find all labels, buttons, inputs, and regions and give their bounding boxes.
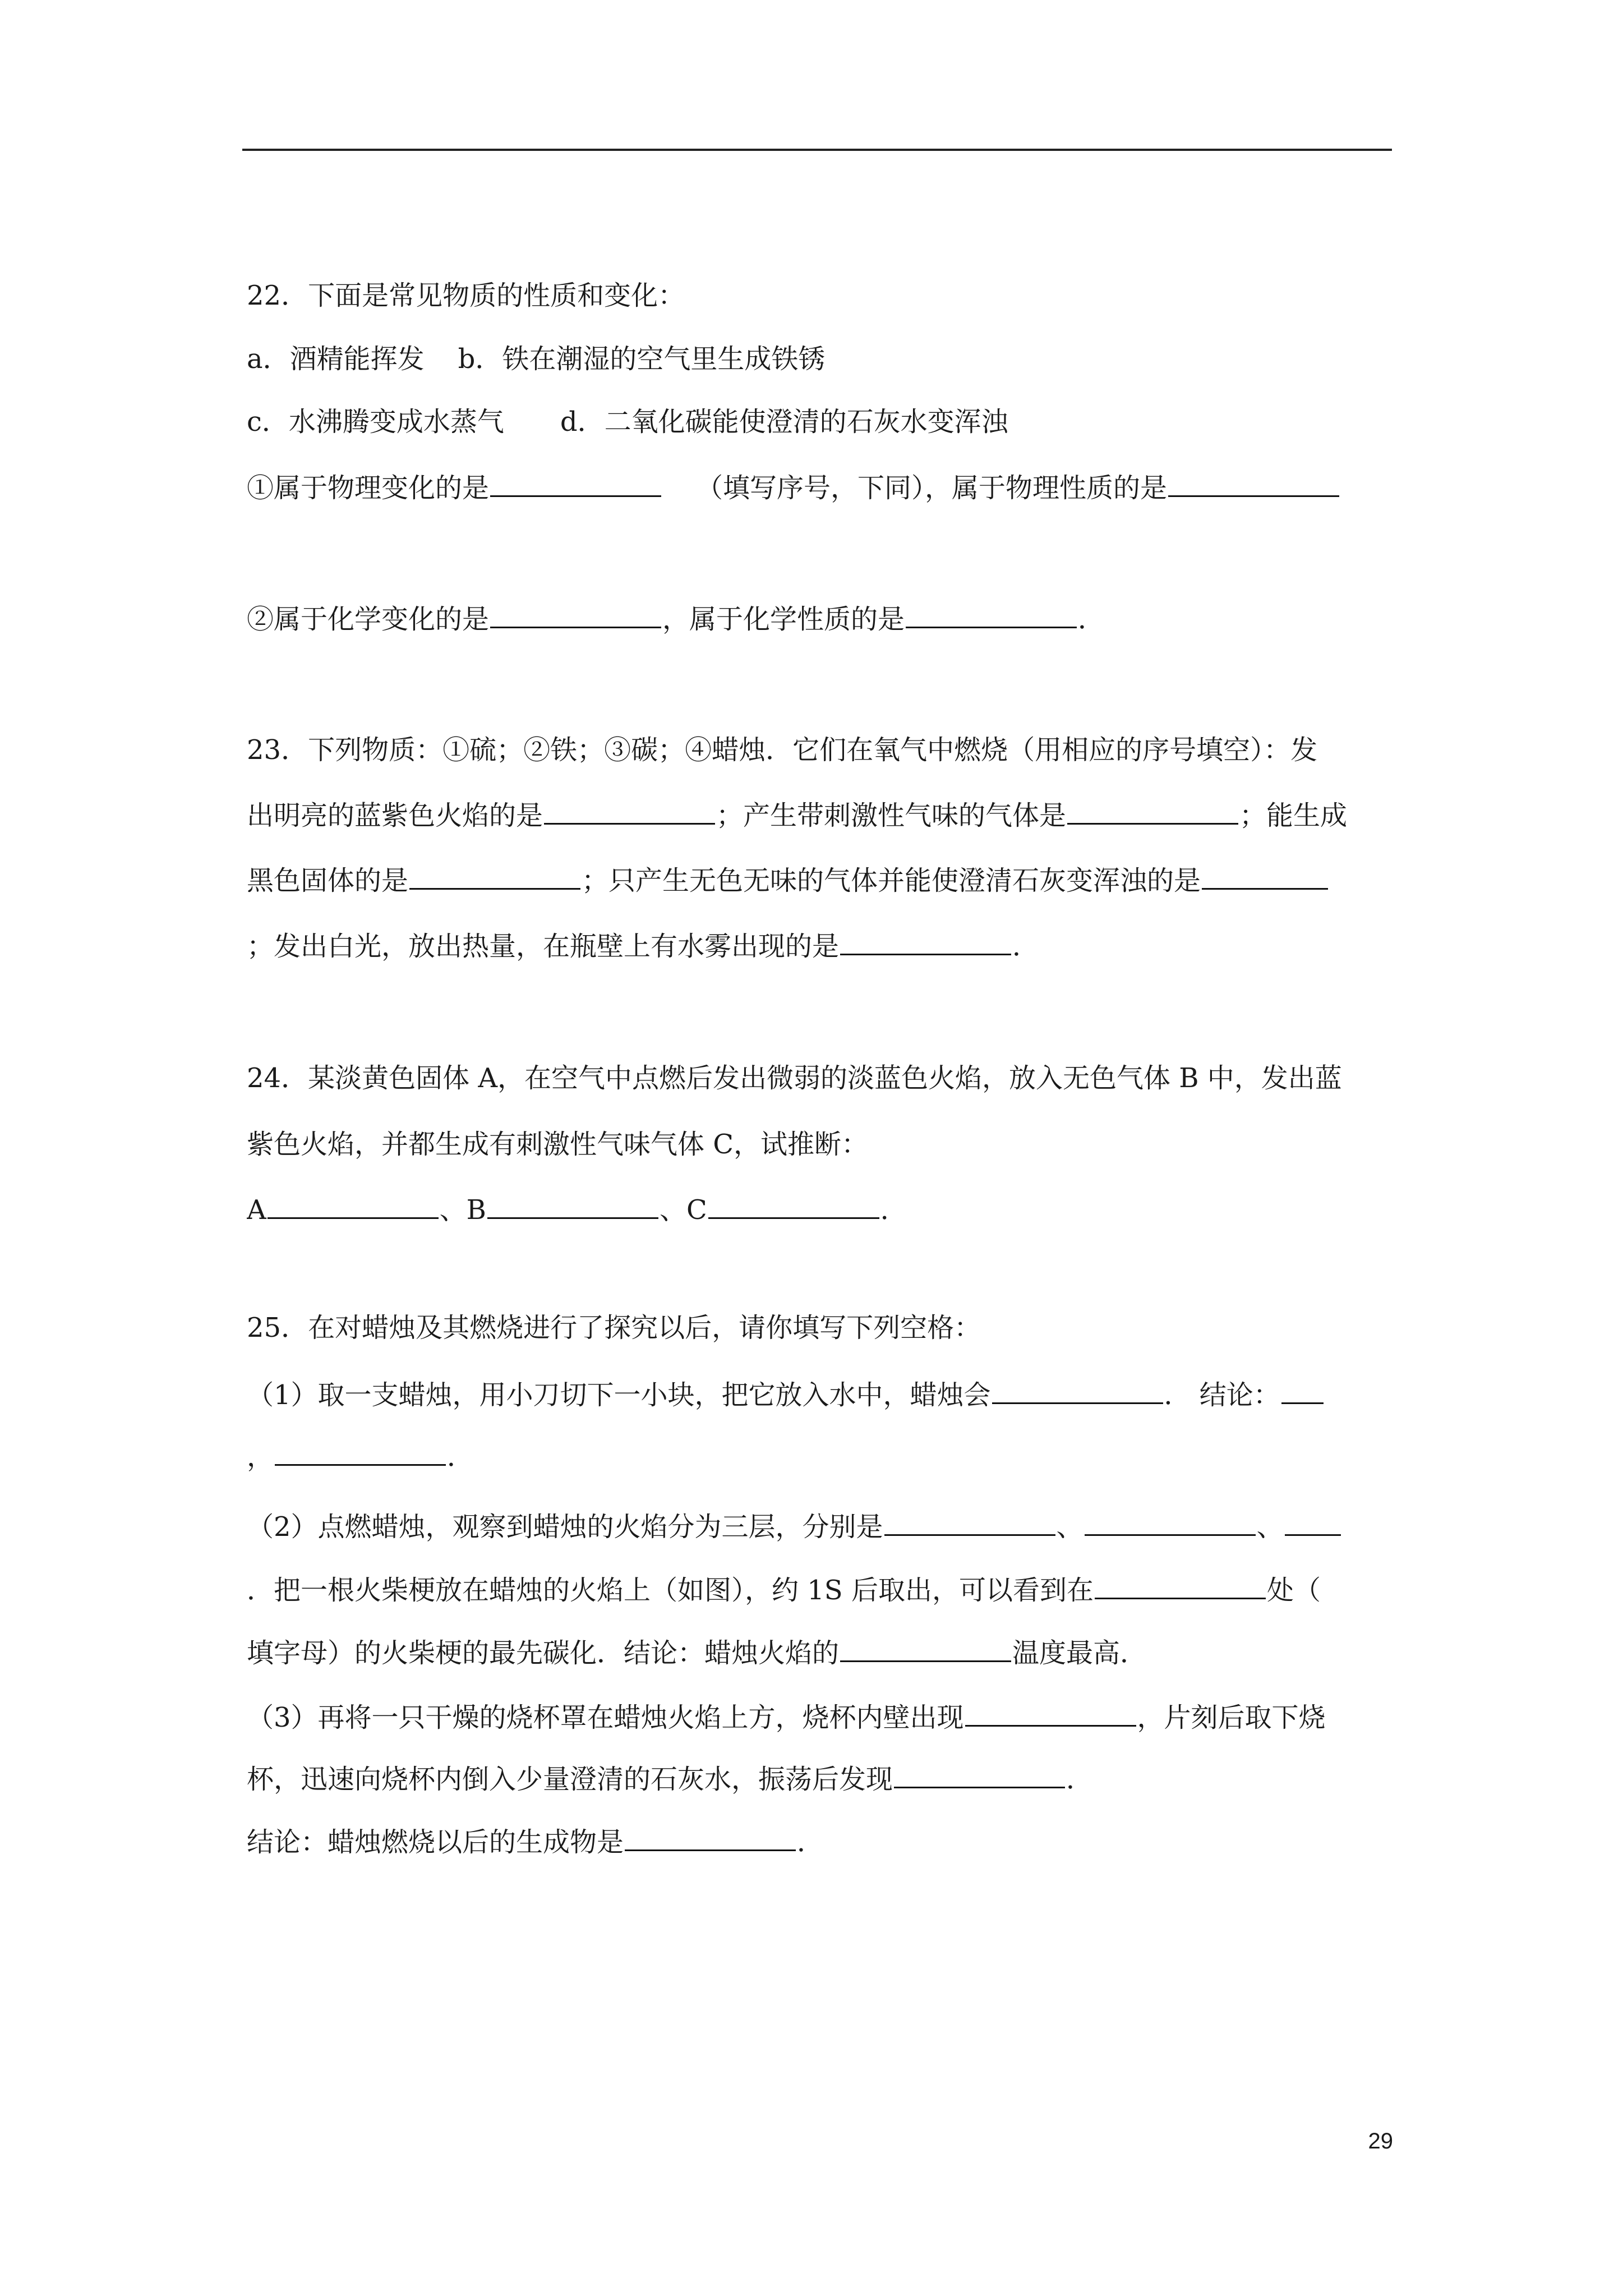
- answer-blank[interactable]: [1281, 1378, 1324, 1404]
- q25-stem: 25．在对蜡烛及其燃烧进行了探究以后，请你填写下列空格：: [247, 1312, 981, 1343]
- page-number: 29: [1368, 2129, 1393, 2154]
- answer-blank[interactable]: [1168, 471, 1339, 497]
- header-rule: [242, 149, 1392, 151]
- answer-blank[interactable]: [840, 1636, 1011, 1662]
- answer-blank[interactable]: [884, 1510, 1055, 1536]
- answer-blank[interactable]: [275, 1439, 446, 1466]
- q25-conclusion: 结论：蜡烛燃烧以后的生成物是 ．: [247, 1824, 1394, 1860]
- answer-blank[interactable]: [625, 1825, 796, 1851]
- answer-blank[interactable]: [1067, 798, 1238, 825]
- q22-stem: 22．下面是常见物质的性质和变化：: [247, 280, 685, 311]
- q24-line3: A 、B 、C ．: [247, 1192, 1394, 1228]
- q23-line4: ；发出白光，放出热量，在瓶壁上有水雾出现的是 ．: [247, 928, 1394, 964]
- answer-blank[interactable]: [490, 602, 661, 628]
- answer-blank[interactable]: [894, 1762, 1065, 1788]
- answer-blank[interactable]: [840, 929, 1011, 955]
- answer-blank[interactable]: [1095, 1573, 1266, 1599]
- answer-blank[interactable]: [490, 471, 661, 497]
- q25-part1: （1）取一支蜡烛，用小刀切下一小块，把它放入水中，蜡烛会 ． 结论：: [247, 1377, 1394, 1413]
- answer-blank[interactable]: [708, 1193, 879, 1219]
- q23-line2: 出明亮的蓝紫色火焰的是 ；产生带刺激性气味的气体是 ；能生成: [247, 798, 1394, 834]
- q22-options-cd: c．水沸腾变成水蒸气 d．二氧化碳能使澄清的石灰水变浑浊: [247, 406, 1008, 438]
- q22-options-ab: a．酒精能挥发 b．铁在潮湿的空气里生成铁锈: [247, 343, 826, 375]
- q25-part2-line2: ．把一根火柴梗放在蜡烛的火焰上（如图），约 1S 后取出，可以看到在 处（: [247, 1572, 1394, 1608]
- q25-part3: （3）再将一只干燥的烧杯罩在蜡烛火焰上方，烧杯内壁出现 ，片刻后取下烧: [247, 1700, 1394, 1736]
- q25-part1-cont: ， ．: [247, 1439, 1394, 1475]
- q23-line1: 23．下列物质：①硫；②铁；③碳；④蜡烛．它们在氧气中燃烧（用相应的序号填空）：发: [247, 734, 1318, 766]
- answer-blank[interactable]: [906, 602, 1077, 628]
- q22-part2: ②属于化学变化的是 ，属于化学性质的是 ．: [247, 601, 1394, 637]
- answer-blank[interactable]: [487, 1193, 658, 1219]
- answer-blank[interactable]: [992, 1378, 1163, 1404]
- q22-part1: ①属于物理变化的是 （填写序号，下同），属于物理性质的是: [247, 470, 1394, 506]
- answer-blank[interactable]: [268, 1193, 439, 1219]
- q24-line1: 24．某淡黄色固体 A，在空气中点燃后发出微弱的淡蓝色火焰，放入无色气体 B 中，发出蓝: [247, 1062, 1342, 1094]
- answer-blank[interactable]: [1202, 863, 1328, 890]
- q23-line3: 黑色固体的是 ；只产生无色无味的气体并能使澄清石灰变浑浊的是: [247, 863, 1394, 899]
- q25-part2: （2）点燃蜡烛，观察到蜡烛的火焰分为三层，分别是 、 、: [247, 1509, 1394, 1545]
- answer-blank[interactable]: [1085, 1510, 1256, 1536]
- answer-blank[interactable]: [409, 863, 580, 890]
- answer-blank[interactable]: [544, 798, 715, 825]
- q25-part3-line2: 杯，迅速向烧杯内倒入少量澄清的石灰水，振荡后发现 ．: [247, 1761, 1394, 1797]
- answer-blank[interactable]: [965, 1700, 1136, 1727]
- q24-line2: 紫色火焰，并都生成有刺激性气味气体 C，试推断：: [247, 1129, 868, 1160]
- q25-part2-line3: 填字母）的火柴梗的最先碳化．结论：蜡烛火焰的 温度最高．: [247, 1635, 1394, 1671]
- answer-blank[interactable]: [1285, 1510, 1341, 1536]
